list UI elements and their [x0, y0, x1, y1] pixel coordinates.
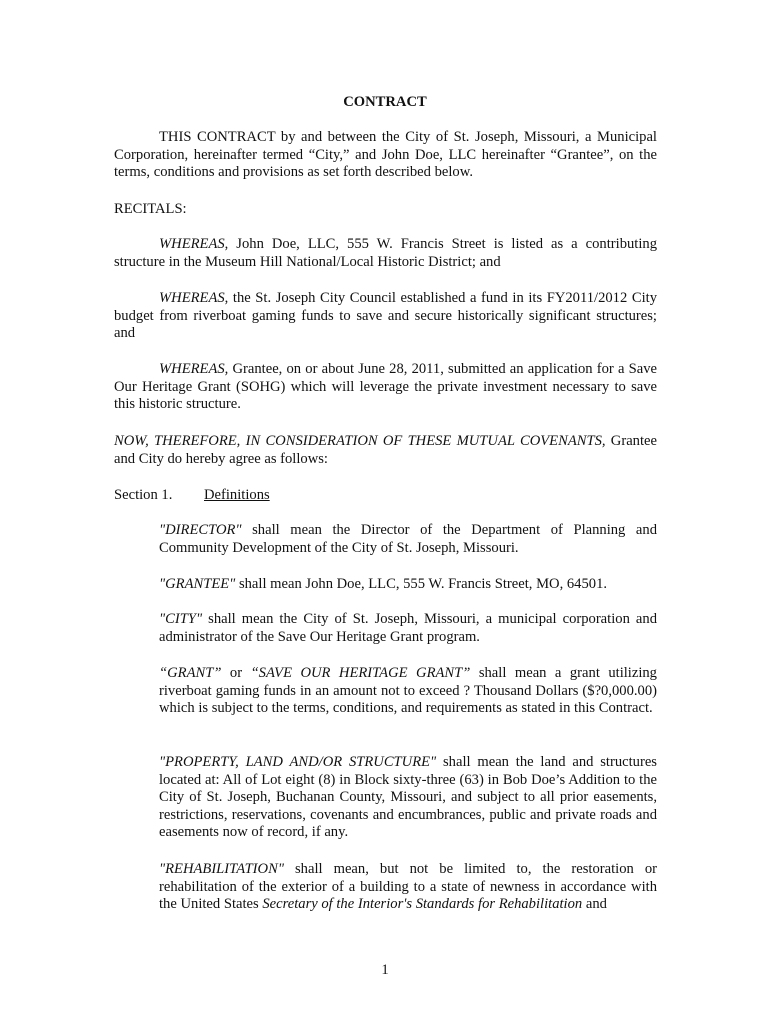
definition-term-alt: “SAVE OUR HERITAGE GRANT” [250, 665, 471, 681]
whereas-paragraph-1 [114, 236, 657, 271]
definition-director [159, 522, 657, 557]
whereas-text: , the St. Joseph City Council established a fund in its FY2011/2012 City budget from riverboat gaming funds to save and secure historically significant structures; and [114, 290, 657, 342]
definition-connector: or [221, 665, 251, 681]
whereas-text: Grantee, on or about June 28, 2011, submitted an application for a Save Our Heritage Grant (SOHG) which will leverage the private investment necessary to save this historic structure. [114, 361, 657, 413]
definition-text: shall mean the Director of the Department of Planning and Community Development of the City of St. Joseph, Missouri. [159, 522, 657, 556]
definition-text: shall mean the land and structures located at: All of Lot eight (8) in Block sixty-three (63) in Bob Doe’s Addition to the City of St. Joseph, Buchanan County, Missouri, and subject to all prior easements, restrictions, reservations, covenants and encumbrances, public and private roads and easements now of record, if any. [159, 754, 657, 841]
whereas-paragraph-3 [114, 361, 657, 414]
definition-text: shall mean the City of St. Joseph, Missouri, a municipal corporation and administrator of the Save Our Heritage Grant program. [159, 611, 657, 645]
whereas-lead: WHEREAS [159, 236, 225, 252]
whereas-lead: WHEREAS [159, 290, 225, 306]
definition-term: "GRANTEE" [159, 576, 236, 592]
document-title: CONTRACT [343, 94, 427, 110]
recitals-heading: RECITALS: [114, 201, 187, 217]
standards-reference: Secretary of the Interior's Standards for Rehabilitation [262, 896, 583, 913]
definition-text: shall mean John Doe, LLC, 555 W. Francis Street, MO, 64501. [235, 576, 608, 592]
definition-grant [159, 665, 657, 718]
definition-term: "PROPERTY, LAND AND/OR STRUCTURE" [159, 754, 437, 770]
definition-city [159, 611, 657, 646]
definition-term: "REHABILITATION" [159, 861, 284, 877]
definition-text: shall mean, but not be limited to, the restoration or rehabilitation of the exterior of a building to a state of newness in accordance with the United States [159, 861, 657, 913]
definition-term: "DIRECTOR" [159, 522, 242, 538]
now-therefore-lead: NOW, THEREFORE, IN CONSIDERATION OF THESE MUTUAL COVENANTS, [114, 433, 606, 449]
definition-term: "CITY" [159, 611, 203, 627]
page-number: 1 [381, 962, 389, 978]
definition-rehabilitation [159, 861, 657, 914]
definition-property [159, 754, 657, 842]
whereas-paragraph-2 [114, 290, 657, 343]
definition-tail: and [582, 896, 607, 913]
section-title: Definitions [204, 487, 270, 503]
section-number: Section 1. [114, 487, 173, 503]
definition-text: shall mean a grant utilizing riverboat gaming funds in an amount not to exceed ? Thousand Dollars ($?0,000.00) which is subject to the terms, conditions, and requirements as stated in this Contract. [159, 665, 657, 717]
definition-grantee [159, 576, 657, 594]
whereas-text: , John Doe, LLC, 555 W. Francis Street is listed as a contributing structure in the Museum Hill National/Local Historic District; and [114, 236, 657, 270]
preamble-paragraph: THIS CONTRACT by and between the City of St. Joseph, Missouri, a Municipal Corporation, hereinafter termed “City,” and John Doe, LLC hereinafter “Grantee”, on the terms, conditions and provisions as set forth described below. [114, 129, 657, 181]
definition-term: “GRANT” [159, 665, 222, 681]
now-therefore-paragraph [114, 433, 657, 468]
whereas-lead: WHEREAS, [159, 361, 229, 377]
now-therefore-text: Grantee and City do hereby agree as follows: [114, 433, 657, 467]
